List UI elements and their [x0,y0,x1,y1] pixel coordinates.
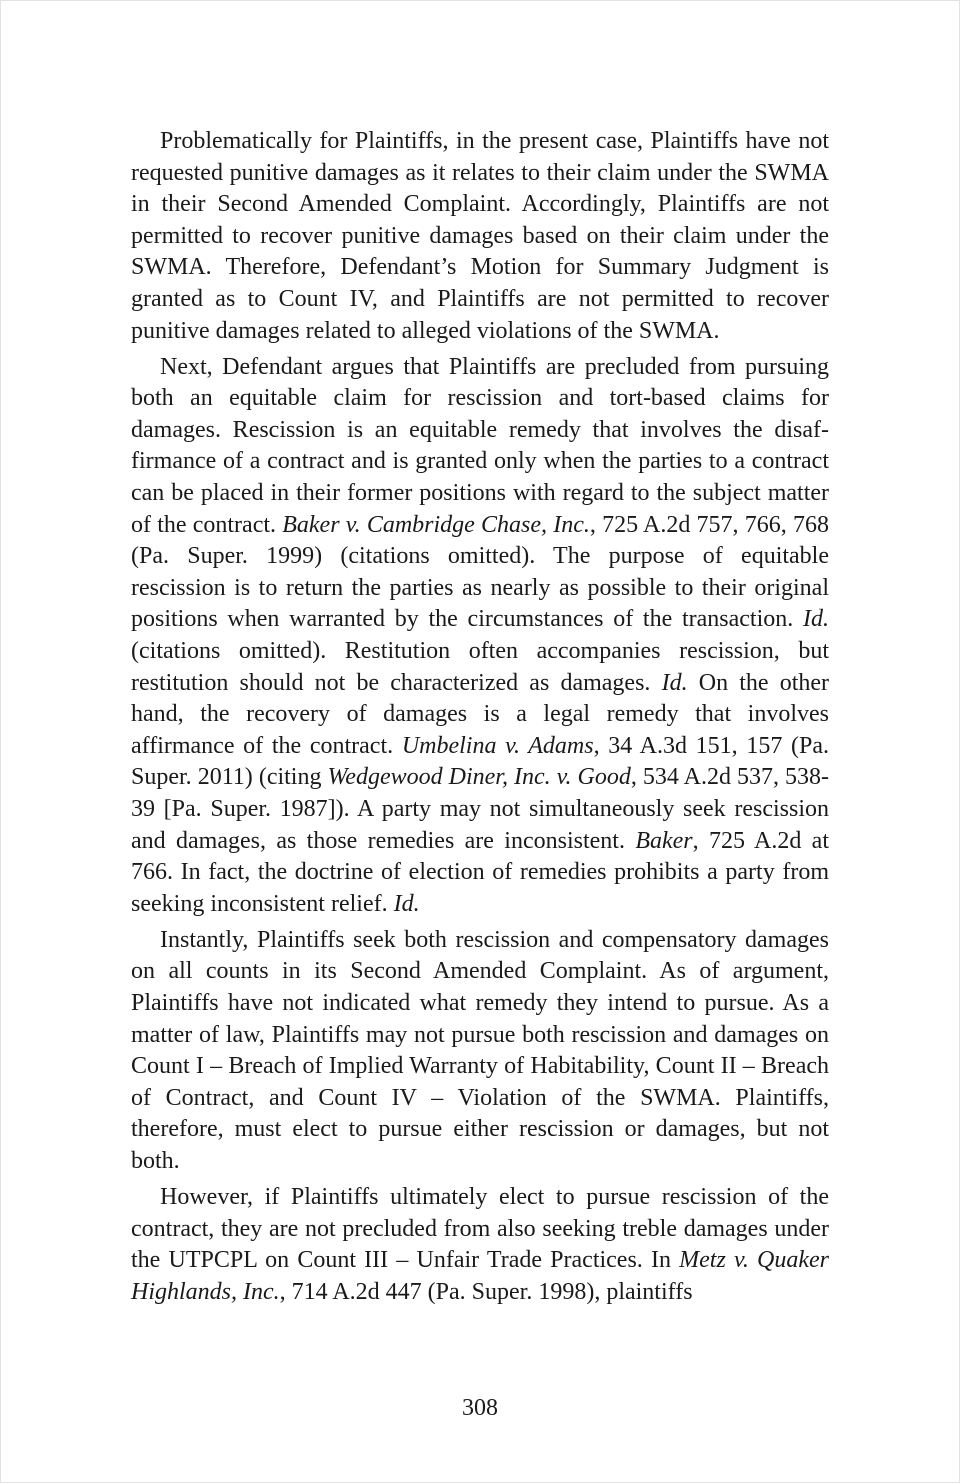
text-run: However, if Plaintiffs ultimately elect to pursue rescission of the contract, they are not precluded from also seeking treble damages under the UTPCPL on Count III – Unfair Trade Practices. In [131,1184,829,1274]
case-citation: Baker v. Cambridge Chase, Inc. [282,511,590,538]
page-number: 308 [462,1395,498,1421]
case-citation: Id. [803,606,829,633]
case-citation: Umbelina v. Adams [401,732,594,759]
case-citation: Metz v. Quaker Highlands, Inc. [131,1247,830,1305]
text-run: Next, Defendant argues that Plaintiffs are precluded from pursuing both an equitable claim for rescission and tort-based claims for damages. Rescission is an equitable remedy that involves the disaffirmance of a contract and is granted only when the parties to a contract can be placed in their former positions with regard to the subject matter of the contract. [131,353,829,538]
text-run: , 714 A.2d 447 (Pa. Super. 1998), plaintiffs [279,1278,693,1305]
text-run: , 34 A.3d 151, 157 (Pa. Super. 2011) (citing [131,732,830,791]
paragraph [131,352,829,921]
paragraph [131,925,829,1178]
text-run: , 534 A.2d 537, 538-39 [Pa. Super. 1987]). A party may not simultaneously seek rescission and damages, as those remedies are inconsistent. [131,764,829,854]
body-text [131,126,829,1308]
text-run: On the other hand, the recovery of damages is a legal remedy that involves affirmance of the contract. [131,669,830,759]
case-citation: Id. [661,669,688,696]
text-run: Problematically for Plaintiffs, in the present case, Plaintiffs have not requested punitive damages as it relates to their claim under the SWMA in their Second Amended Complaint. Accordingly, Plaintiffs are not permitted to recover punitive damages based on their claim under the SWMA. Therefore, Defendant’s Motion for Summary Judgment is granted as to Count IV, and Plaintiffs are not permitted to recover punitive damages related to alleged violations of the SWMA. [131,128,829,344]
text-run: (citations omitted). Restitution often accompanies rescission, but restitution should not be characterized as damages. [131,638,829,696]
case-citation: Wedgewood Diner, Inc. v. Good [327,764,631,791]
case-citation: Id. [393,890,420,917]
paragraph [131,126,829,347]
case-citation: Baker [635,827,693,854]
paragraph [131,1182,829,1308]
text-run: , 725 A.2d at 766. In fact, the doctrine of election of remedies prohibits a party from seeking inconsistent relief. [131,827,830,917]
text-run: Instantly, Plaintiffs seek both rescission and compensatory damages on all counts in its Second Amended Complaint. As of argument, Plaintiffs have not indicated what remedy they intend to pursue. As a matter of law, Plaintiffs may not pursue both rescission and damages on Count I – Breach of Implied Warranty of Habitability, Count II – Breach of Contract, and Count IV – Violation of the SWMA. Plaintiffs, therefore, must elect to pursue either rescission or damages, but not both. [131,926,829,1174]
text-run: , 725 A.2d 757, 766, 768 (Pa. Super. 1999) (citations omitted). The purpose of equitable rescission is to return the parties as nearly as possible to their original positions when warranted by the circumstances of the transaction. [131,511,829,633]
